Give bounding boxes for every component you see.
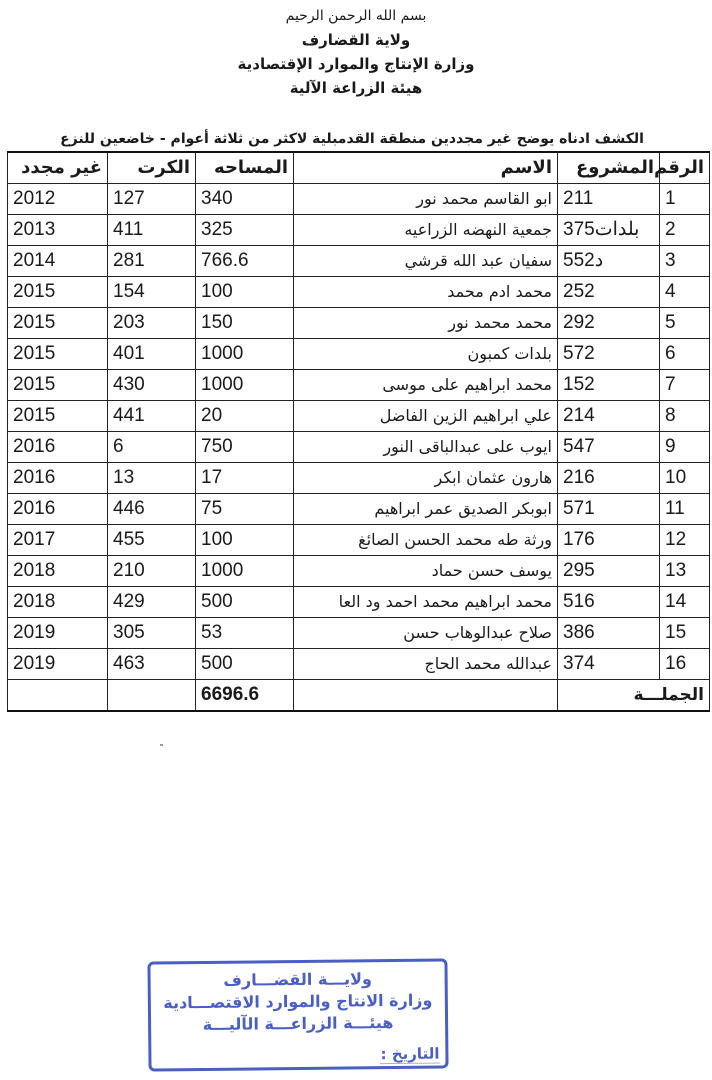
cell-index: 11	[660, 494, 710, 525]
cell-area: 150	[196, 308, 294, 339]
column-header-project: المشروع	[558, 152, 660, 184]
cell-not-renewed: 2012	[8, 184, 108, 215]
cell-card: 411	[108, 215, 196, 246]
cell-area: 750	[196, 432, 294, 463]
table-row	[8, 246, 710, 277]
cell-card: 305	[108, 618, 196, 649]
column-header-area: المساحه	[196, 152, 294, 184]
cell-name: ابو القاسم محمد نور	[294, 184, 558, 215]
cell-index: 2	[660, 215, 710, 246]
cell-project: 374	[558, 649, 660, 680]
report-table	[7, 151, 710, 712]
cell-card: 13	[108, 463, 196, 494]
cell-project: 547	[558, 432, 660, 463]
document-header	[0, 4, 712, 100]
cell-index: 10	[660, 463, 710, 494]
cell-project: 216	[558, 463, 660, 494]
cell-card: 463	[108, 649, 196, 680]
table-caption: الكشف ادناه يوضح غير مجددين منطقة القدمبلية لاكثر من ثلاثة أعوام - خاضعين للنزع	[60, 131, 644, 147]
cell-not-renewed: 2015	[8, 339, 108, 370]
cell-name: جمعية النهضه الزراعيه	[294, 215, 558, 246]
cell-area: 1000	[196, 339, 294, 370]
cell-project: 295	[558, 556, 660, 587]
cell-area: 766.6	[196, 246, 294, 277]
cell-card: 401	[108, 339, 196, 370]
cell-index: 12	[660, 525, 710, 556]
cell-name: هارون عثمان ابكر	[294, 463, 558, 494]
total-card-cell	[108, 680, 196, 712]
table-row	[8, 370, 710, 401]
cell-project: 252	[558, 277, 660, 308]
cell-card: 446	[108, 494, 196, 525]
cell-area: 20	[196, 401, 294, 432]
cell-not-renewed: 2015	[8, 308, 108, 339]
ministry-name: وزارة الإنتاج والموارد الإقتصادية	[237, 55, 475, 73]
cell-card: 430	[108, 370, 196, 401]
cell-not-renewed: 2016	[8, 494, 108, 525]
cell-not-renewed: 2017	[8, 525, 108, 556]
cell-index: 6	[660, 339, 710, 370]
cell-index: 4	[660, 277, 710, 308]
cell-not-renewed: 2015	[8, 401, 108, 432]
cell-card: 429	[108, 587, 196, 618]
basmala: بسم الله الرحمن الرحيم	[285, 8, 427, 24]
cell-index: 1	[660, 184, 710, 215]
table-row	[8, 339, 710, 370]
stamp-state: ولايـــة القضـــارف	[223, 969, 372, 990]
cell-area: 325	[196, 215, 294, 246]
cell-name: عبدالله محمد الحاج	[294, 649, 558, 680]
cell-not-renewed: 2015	[8, 277, 108, 308]
cell-area: 17	[196, 463, 294, 494]
cell-name: ورثة طه محمد الحسن الصائغ	[294, 525, 558, 556]
total-label: الجملـــة	[558, 680, 710, 712]
table-row	[8, 618, 710, 649]
total-row	[8, 680, 710, 712]
cell-area: 75	[196, 494, 294, 525]
cell-name: محمد ابراهيم محمد احمد ود العا	[294, 587, 558, 618]
table-row	[8, 525, 710, 556]
cell-card: 210	[108, 556, 196, 587]
cell-index: 7	[660, 370, 710, 401]
cell-area: 1000	[196, 556, 294, 587]
cell-not-renewed: 2016	[8, 432, 108, 463]
cell-not-renewed: 2015	[8, 370, 108, 401]
cell-project: 572	[558, 339, 660, 370]
cell-not-renewed: 2018	[8, 587, 108, 618]
official-stamp	[147, 958, 448, 1071]
cell-card: 6	[108, 432, 196, 463]
column-header-index: الرقم	[660, 152, 710, 184]
table-row	[8, 494, 710, 525]
table-row	[8, 463, 710, 494]
total-name-cell	[294, 680, 558, 712]
cell-project: 516	[558, 587, 660, 618]
table-row	[8, 401, 710, 432]
total-area: 6696.6	[196, 680, 294, 712]
cell-project: 552د	[558, 246, 660, 277]
cell-card: 154	[108, 277, 196, 308]
table-row	[8, 308, 710, 339]
cell-name: محمد ابراهيم على موسى	[294, 370, 558, 401]
cell-project: 176	[558, 525, 660, 556]
cell-area: 53	[196, 618, 294, 649]
cell-name: ابوبكر الصديق عمر ابراهيم	[294, 494, 558, 525]
cell-index: 15	[660, 618, 710, 649]
table-row	[8, 277, 710, 308]
cell-area: 1000	[196, 370, 294, 401]
table-row	[8, 556, 710, 587]
table-row	[8, 432, 710, 463]
cell-not-renewed: 2019	[8, 649, 108, 680]
cell-name: محمد ادم محمد	[294, 277, 558, 308]
cell-project: 386	[558, 618, 660, 649]
cell-name: بلدات كمبون	[294, 339, 558, 370]
stamp-ministry: وزارة الانتاج والموارد الاقتصـــادية	[163, 990, 433, 1013]
cell-name: ايوب على عبدالباقى النور	[294, 432, 558, 463]
cell-index: 16	[660, 649, 710, 680]
cell-index: 9	[660, 432, 710, 463]
column-header-not-renewed: غير مجدد	[8, 152, 108, 184]
cell-not-renewed: 2016	[8, 463, 108, 494]
cell-card: 127	[108, 184, 196, 215]
cell-not-renewed: 2019	[8, 618, 108, 649]
authority-name: هيئة الزراعة الآلية	[289, 79, 423, 97]
scan-speck	[160, 744, 163, 746]
cell-area: 100	[196, 525, 294, 556]
cell-area: 100	[196, 277, 294, 308]
cell-card: 281	[108, 246, 196, 277]
cell-name: سفيان عبد الله قرشي	[294, 246, 558, 277]
cell-project: 214	[558, 401, 660, 432]
cell-project: 211	[558, 184, 660, 215]
table-body	[8, 184, 710, 712]
stamp-authority: هيئـــة الزراعـــة الآليـــة	[202, 1013, 394, 1034]
cell-area: 500	[196, 587, 294, 618]
cell-not-renewed: 2018	[8, 556, 108, 587]
table-row	[8, 649, 710, 680]
state-name: ولاية القضارف	[301, 31, 411, 49]
cell-index: 13	[660, 556, 710, 587]
cell-card: 455	[108, 525, 196, 556]
table-row	[8, 587, 710, 618]
cell-name: صلاح عبدالوهاب حسن	[294, 618, 558, 649]
column-header-card: الكرت	[108, 152, 196, 184]
cell-index: 3	[660, 246, 710, 277]
cell-area: 340	[196, 184, 294, 215]
cell-project: 375بلدات	[558, 215, 660, 246]
cell-project: 152	[558, 370, 660, 401]
table-row	[8, 215, 710, 246]
stamp-date-label: التاريخ :	[380, 1044, 440, 1064]
table-header-row	[8, 152, 710, 184]
cell-card: 203	[108, 308, 196, 339]
cell-card: 441	[108, 401, 196, 432]
cell-project: 571	[558, 494, 660, 525]
cell-not-renewed: 2013	[8, 215, 108, 246]
cell-name: يوسف حسن حماد	[294, 556, 558, 587]
column-header-name: الاسم	[294, 152, 558, 184]
cell-name: علي ابراهيم الزين الفاضل	[294, 401, 558, 432]
table-row	[8, 184, 710, 215]
cell-index: 14	[660, 587, 710, 618]
total-not-renewed-cell	[8, 680, 108, 712]
cell-index: 8	[660, 401, 710, 432]
cell-not-renewed: 2014	[8, 246, 108, 277]
cell-project: 292	[558, 308, 660, 339]
cell-index: 5	[660, 308, 710, 339]
cell-area: 500	[196, 649, 294, 680]
cell-name: محمد محمد نور	[294, 308, 558, 339]
